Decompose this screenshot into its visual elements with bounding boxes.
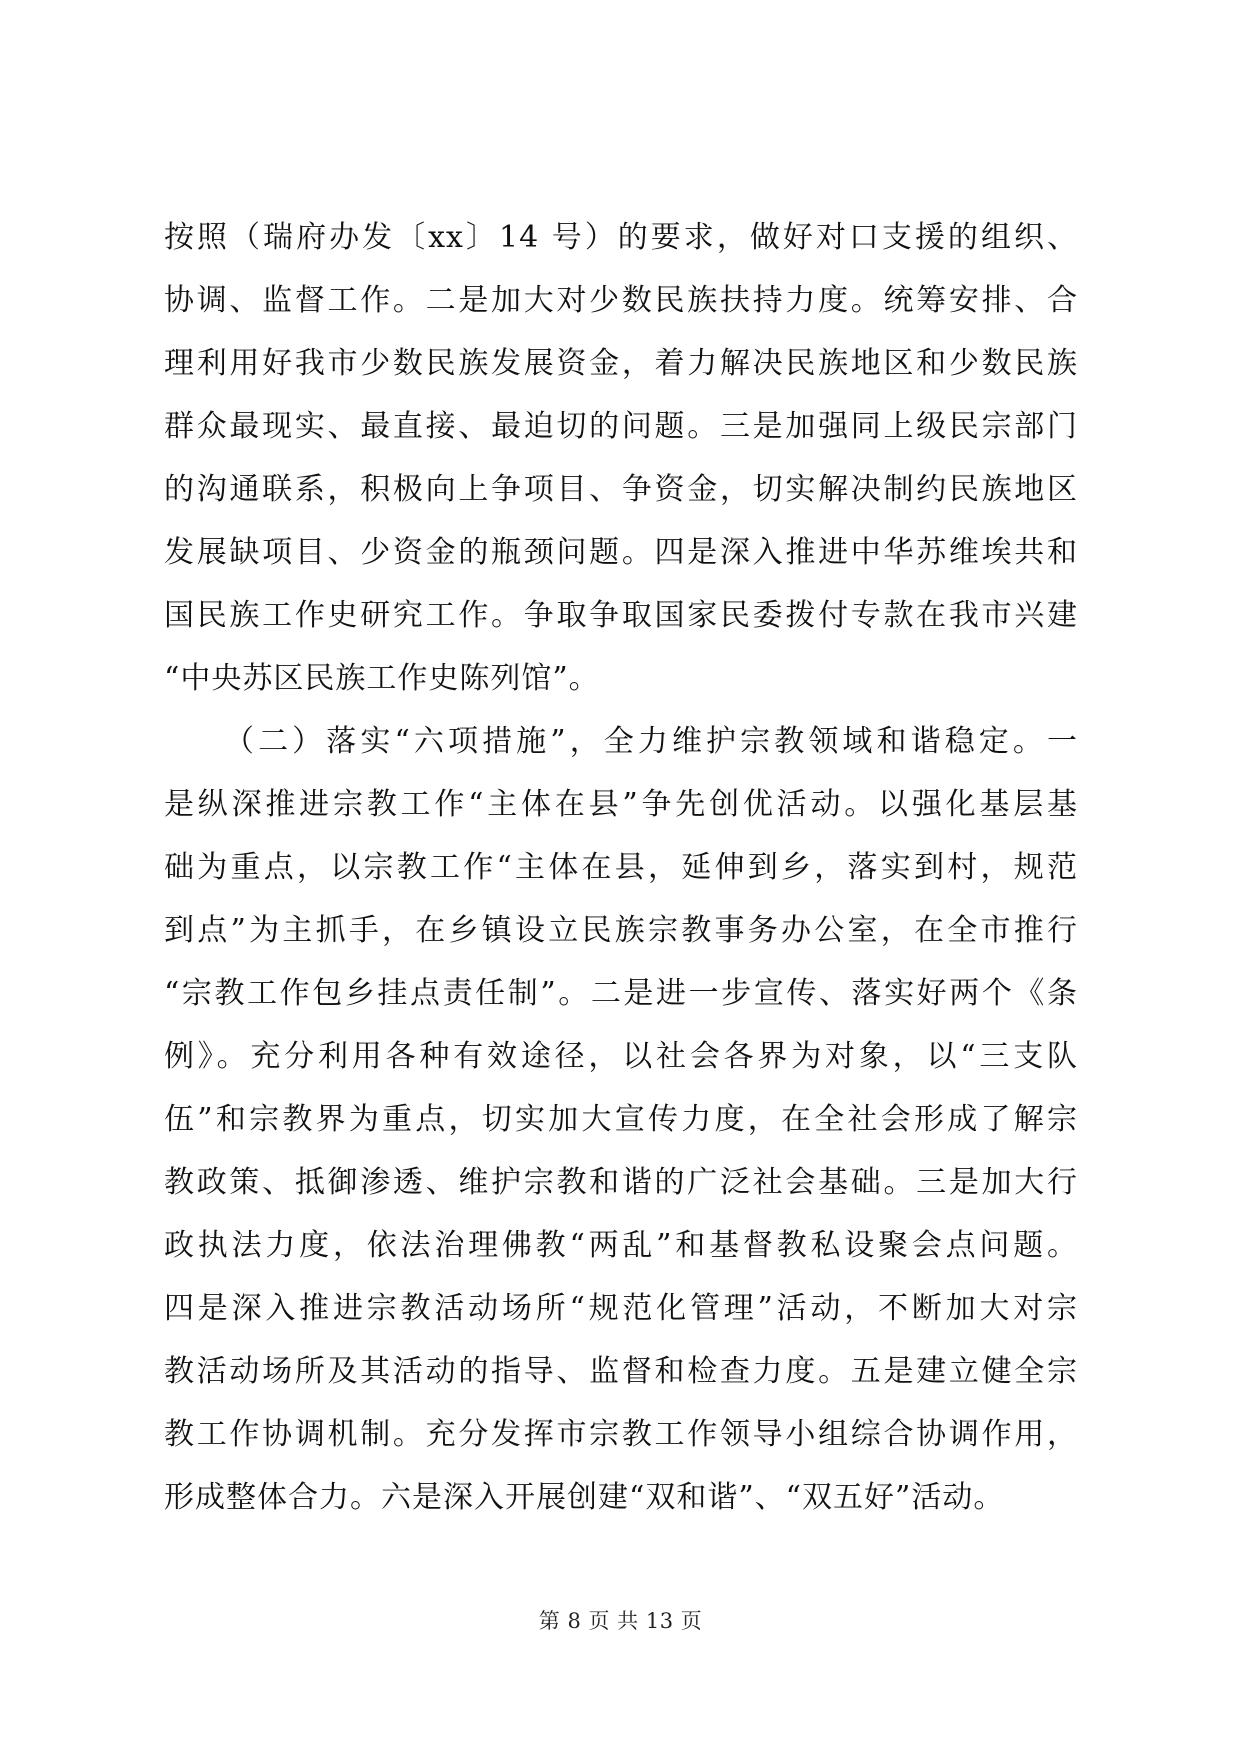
text-line: 四是深入推进宗教活动场所“规范化管理”活动，不断加大对宗 [164,1291,1078,1326]
text-line: 教工作协调机制。充分发挥市宗教工作领导小组综合协调作用， [164,1417,1078,1452]
text-line: 教政策、抵御渗透、维护宗教和谐的广泛社会基础。三是加大行 [164,1165,1078,1200]
text-line: “宗教工作包乡挂点责任制”。二是进一步宣传、落实好两个《条 [164,976,1078,1011]
text-line: 是纵深推进宗教工作“主体在县”争先创优活动。以强化基层基 [164,787,1078,822]
text-line: 形成整体合力。六是深入开展创建“双和谐”、“双五好”活动。 [164,1480,1005,1515]
text-line: 政执法力度，依法治理佛教“两乱”和基督教私设聚会点问题。 [164,1228,1078,1263]
text-line: “中央苏区民族工作史陈列馆”。 [164,661,600,696]
text-line: 群众最现实、最直接、最迫切的问题。三是加强同上级民宗部门 [164,409,1078,444]
text-line: 协调、监督工作。二是加大对少数民族扶持力度。统筹安排、合 [164,283,1078,318]
text-line: 理利用好我市少数民族发展资金，着力解决民族地区和少数民族 [164,346,1078,381]
text-line: 例》。充分利用各种有效途径，以社会各界为对象，以“三支队 [164,1039,1078,1074]
page-footer [0,1607,1241,1635]
text-line: 教活动场所及其活动的指导、监督和检查力度。五是建立健全宗 [164,1354,1078,1389]
text-line: 的沟通联系，积极向上争项目、争资金，切实解决制约民族地区 [164,472,1078,507]
text-line: （二）落实“六项措施”，全力维护宗教领域和谐稳定。一 [224,724,1078,759]
text-line: 伍”和宗教界为重点，切实加大宣传力度，在全社会形成了解宗 [164,1102,1078,1137]
text-line: 国民族工作史研究工作。争取争取国家民委拨付专款在我市兴建 [164,598,1078,633]
body-text [164,206,1078,1529]
page-number: 第 8 页 共 13 页 [538,1609,703,1633]
text-line: 到点”为主抓手，在乡镇设立民族宗教事务办公室，在全市推行 [164,913,1078,948]
text-line: 发展缺项目、少资金的瓶颈问题。四是深入推进中华苏维埃共和 [164,535,1078,570]
text-line: 按照（瑞府办发〔xx〕14 号）的要求，做好对口支援的组织、 [164,220,1078,255]
text-line: 础为重点，以宗教工作“主体在县，延伸到乡，落实到村，规范 [164,850,1078,885]
